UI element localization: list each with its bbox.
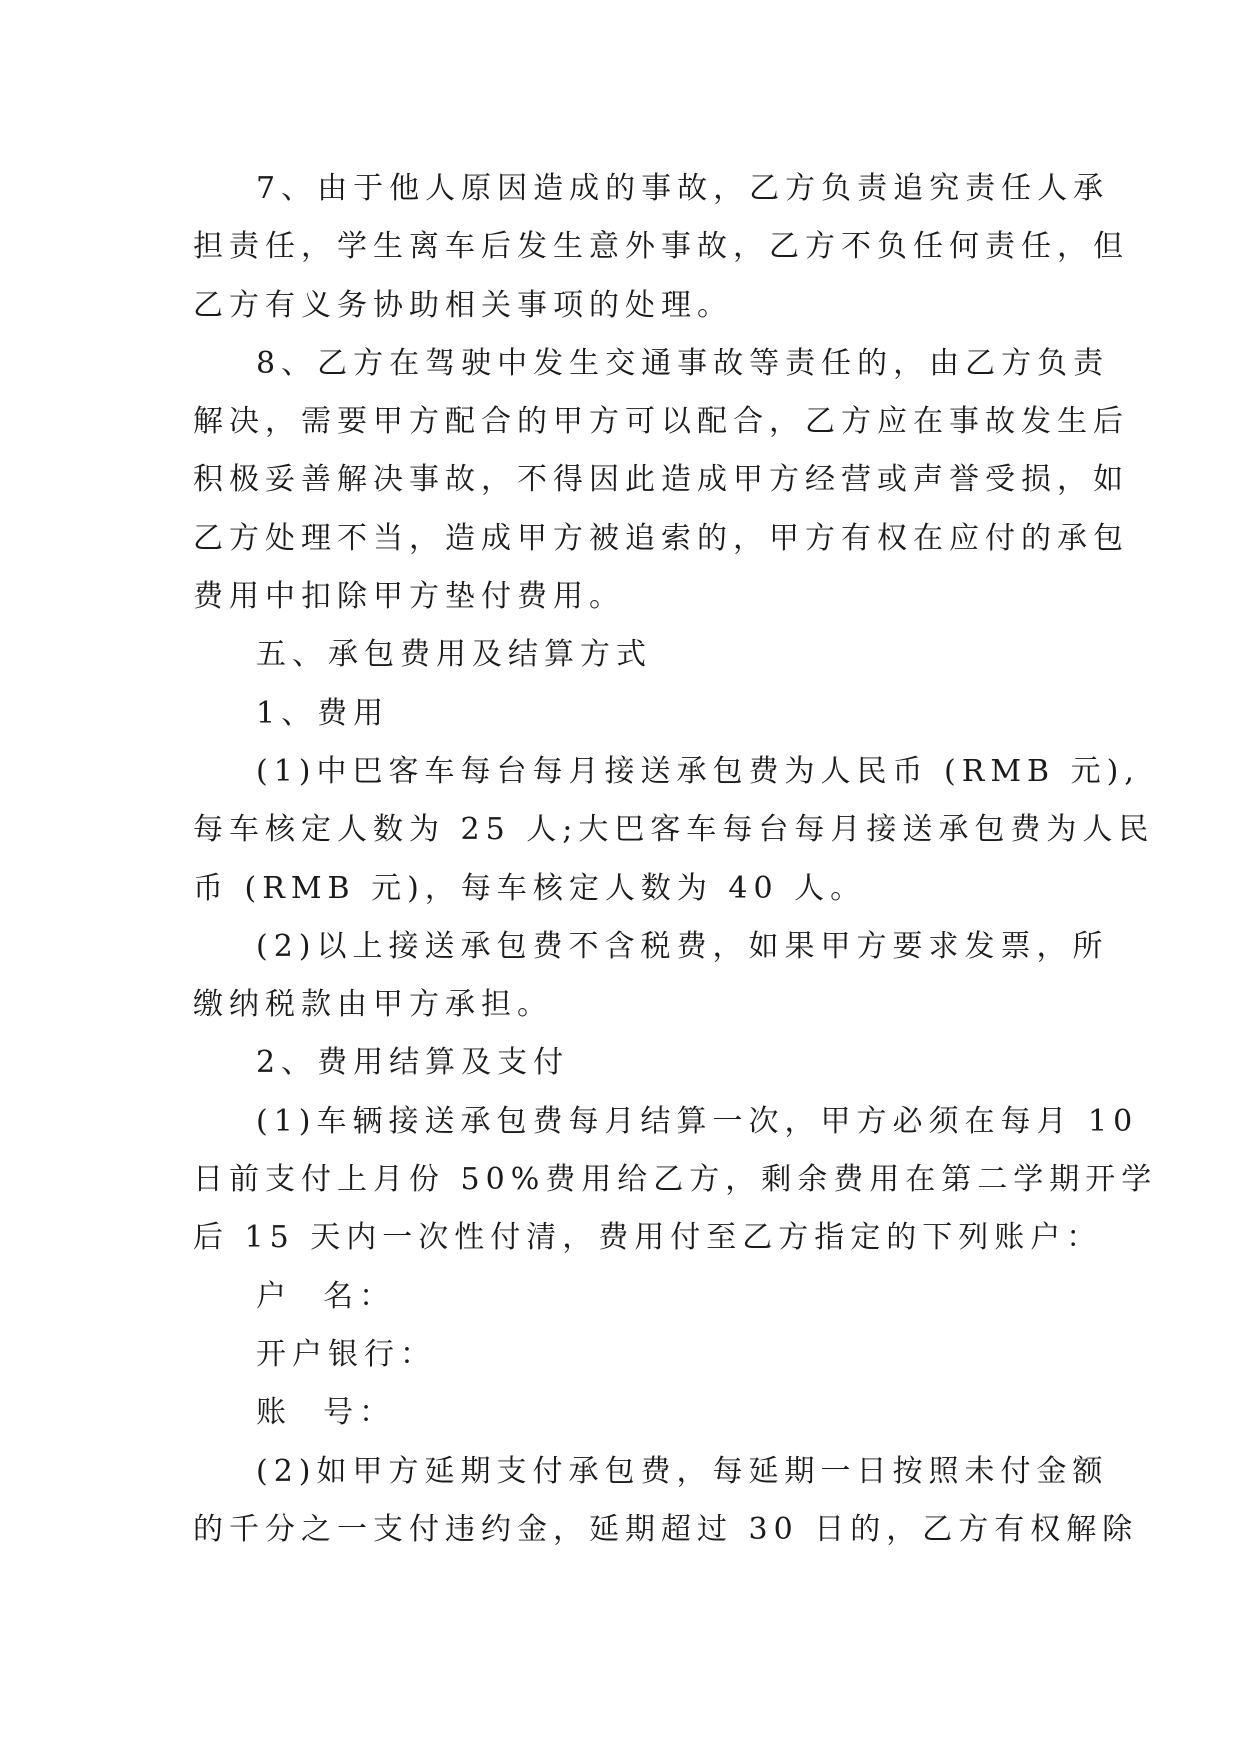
document-body [193,160,1158,1559]
account-number-label [193,1384,1053,1442]
field-label: 开户银行： [256,1336,436,1372]
heading-line: 2、费用结算及支付 [256,1045,570,1081]
subsection-heading-settlement [193,1034,1053,1092]
text-line: 缴纳税款由甲方承担。 [193,987,553,1023]
text-line: 币 (RMB 元)，每车核定人数为 40 人。 [193,870,867,906]
field-label: 账 号： [256,1395,396,1431]
field-label: 户 名： [256,1278,396,1314]
text-line: 8、乙方在驾驶中发生交通事故等责任的，由乙方负责 [256,345,1110,381]
paragraph-settlement-2 [193,1443,1139,1560]
text-line: 日前支付上月份 50%费用给乙方，剩余费用在第二学期开学 [193,1162,1158,1198]
paragraph-fees-1 [193,743,1155,918]
paragraph-item-8 [193,335,1129,626]
text-line: 的千分之一支付违约金，延期超过 30 日的，乙方有权解除 [193,1511,1139,1547]
text-line: 担责任，学生离车后发生意外事故，乙方不负任何责任，但 [193,229,1129,265]
account-bank-label [193,1326,1053,1384]
account-name-label [193,1268,1053,1326]
subsection-heading-fees [193,685,1053,743]
text-line: (2)如甲方延期支付承包费，每延期一日按照未付金额 [256,1453,1109,1489]
text-line: 费用中扣除甲方垫付费用。 [193,579,625,615]
text-line: 每车核定人数为 25 人;大巴客车每台每月接送承包费为人民 [193,812,1155,848]
heading-line: 1、费用 [256,695,390,731]
paragraph-item-7 [193,160,1129,335]
text-line: 7、由于他人原因造成的事故，乙方负责追究责任人承 [256,171,1110,206]
paragraph-fees-2 [193,918,1109,1035]
text-line: 乙方处理不当，造成甲方被追索的，甲方有权在应付的承包 [193,520,1129,556]
text-line: (1)中巴客车每台每月接送承包费为人民币 (RMB 元), [256,753,1140,789]
paragraph-settlement-1 [193,1093,1158,1268]
text-line: 积极妥善解决事故，不得因此造成甲方经营或声誉受损，如 [193,462,1129,498]
text-line: 乙方有义务协助相关事项的处理。 [193,287,733,323]
section-heading-5 [193,626,1053,684]
text-line: (2)以上接送承包费不含税费，如果甲方要求发票，所 [256,928,1109,964]
text-line: 后 15 天内一次性付清，费用付至乙方指定的下列账户： [193,1220,1103,1256]
text-line: 解决，需要甲方配合的甲方可以配合，乙方应在事故发生后 [193,404,1129,440]
text-line: (1)车辆接送承包费每月结算一次，甲方必须在每月 10 [256,1103,1139,1139]
heading-line: 五、承包费用及结算方式 [256,637,652,673]
